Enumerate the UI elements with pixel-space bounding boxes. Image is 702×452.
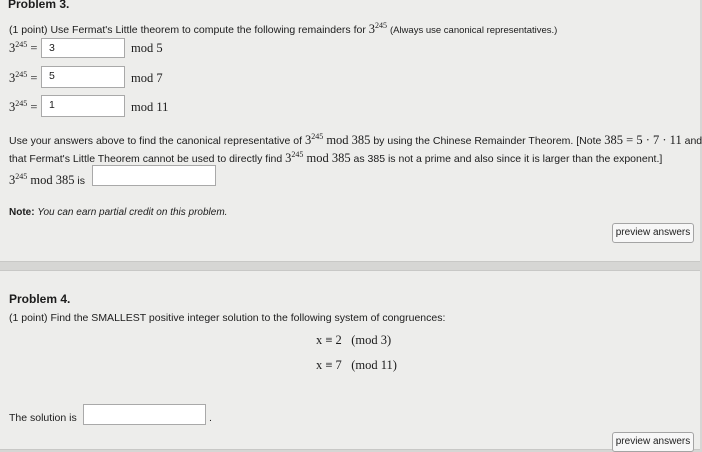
answer-mod-385-input[interactable]	[92, 165, 216, 186]
intro-power: $3^{245}$	[368, 21, 388, 36]
solution-input[interactable]	[83, 404, 206, 425]
crt-paragraph-line-2: that Fermat's Little Theorem cannot be used to directly find $3^{245}$ mod 385 as 385 is not a prime and also since it is larger than the exponent.]	[9, 150, 663, 165]
congruence-2: x ≡ 7 (mod 11)	[316, 358, 397, 372]
solution-label: The solution is	[9, 412, 77, 424]
answer-mod-11-input[interactable]: 1	[41, 95, 125, 117]
points-label: (1 point)	[9, 24, 48, 36]
row-3-lhs: $3^{245}$ =	[9, 99, 38, 114]
partial-credit-note: Note: You can earn partial credit on this problem.	[9, 207, 228, 218]
crt-paragraph-line-1: Use your answers above to find the canonical representative of $3^{245}$ mod 385 by using the Chinese Remainder Theorem. [Note 385 = 5 · 7 · 11 and	[9, 132, 702, 147]
intro-text: Use Fermat's Little theorem to compute the following remainders for	[50, 24, 366, 36]
answer-mod-7-input[interactable]: 5	[41, 66, 125, 88]
problem-3-title: Problem 3.	[8, 0, 70, 11]
solution-period: .	[209, 412, 212, 424]
answer-mod-5-input[interactable]: 3	[41, 38, 125, 58]
row-3-mod: mod 11	[131, 100, 169, 114]
problem-4-text: (1 point) Find the SMALLEST positive integer solution to the following system of congruences:	[9, 312, 446, 324]
row-2-lhs: $3^{245}$ =	[9, 70, 38, 85]
preview-answers-button[interactable]: preview answers	[612, 223, 694, 243]
problem-4-title: Problem 4.	[9, 292, 71, 306]
row-1-mod: mod 5	[131, 41, 163, 55]
congruence-1: x ≡ 2 (mod 3)	[316, 333, 392, 347]
row-2-mod: mod 7	[131, 71, 163, 85]
final-answer-label: $3^{245}$ mod 385 is	[9, 172, 85, 187]
row-1-lhs: $3^{245}$ =	[9, 40, 38, 55]
preview-answers-button-2[interactable]: preview answers	[612, 432, 694, 452]
intro-note: (Always use canonical representatives.)	[389, 25, 558, 36]
problem-3-intro	[9, 22, 557, 37]
